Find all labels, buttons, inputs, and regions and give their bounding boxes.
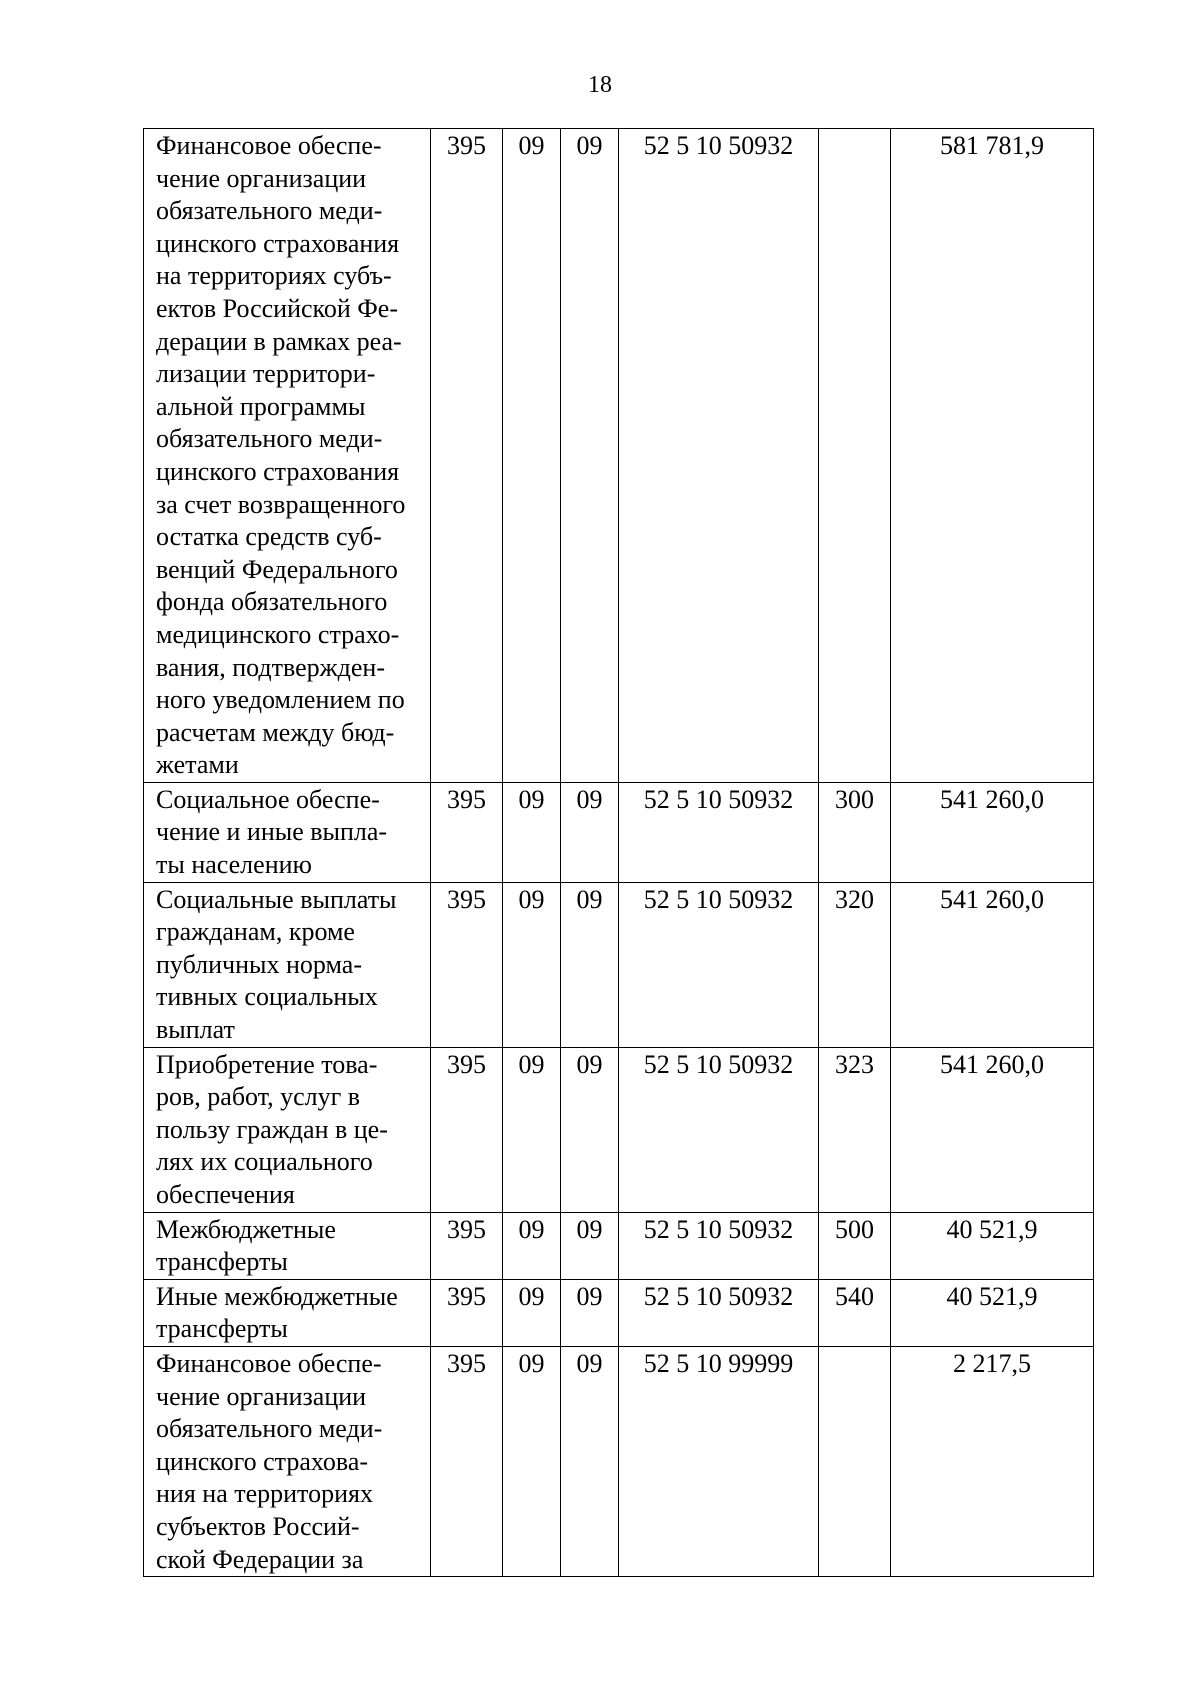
- description-line: за счет возвращенного: [156, 489, 406, 519]
- description-line: венций Федерального: [156, 554, 398, 584]
- description-line: обязательного меди-: [156, 424, 383, 454]
- description-line: фонда обязательного: [156, 587, 388, 617]
- description-cell: [144, 782, 431, 882]
- subsection-cell: 09: [561, 882, 619, 1047]
- description-line: Социальное обеспе-: [156, 784, 380, 814]
- table-row: [144, 1212, 1094, 1279]
- expense-type-cell: 323: [819, 1047, 891, 1212]
- page-number: 18: [588, 72, 612, 98]
- amount-cell: 541 260,0: [891, 1047, 1094, 1212]
- expense-type-cell: [819, 129, 891, 783]
- description-line: ния на территориях: [156, 1479, 373, 1509]
- target-article-cell: 52 5 10 50932: [619, 1047, 819, 1212]
- subsection-cell: 09: [561, 1346, 619, 1576]
- description-line: Иные межбюджетные: [156, 1281, 398, 1311]
- description-line: трансферты: [156, 1314, 288, 1344]
- description-cell: [144, 129, 431, 783]
- expense-type-cell: 320: [819, 882, 891, 1047]
- description-line: медицинского страхо-: [156, 619, 400, 649]
- section-cell: 09: [503, 129, 561, 783]
- description-line: обязательного меди-: [156, 196, 383, 226]
- description-line: расчетам между бюд-: [156, 717, 395, 747]
- target-article-cell: 52 5 10 50932: [619, 882, 819, 1047]
- description-line: лизации территори-: [156, 359, 376, 389]
- description-line: ного уведомлением по: [156, 685, 405, 715]
- subsection-cell: 09: [561, 1212, 619, 1279]
- subsection-cell: 09: [561, 129, 619, 783]
- section-cell: 09: [503, 1212, 561, 1279]
- target-article-cell: 52 5 10 50932: [619, 1212, 819, 1279]
- description-line: трансферты: [156, 1247, 288, 1277]
- description-line: пользу граждан в це-: [156, 1114, 388, 1144]
- description-line: публичных норма-: [156, 949, 362, 979]
- grbs-cell: 395: [431, 1047, 503, 1212]
- section-cell: 09: [503, 1346, 561, 1576]
- table-row: [144, 782, 1094, 882]
- description-line: чение организации: [156, 1381, 367, 1411]
- subsection-cell: 09: [561, 1047, 619, 1212]
- description-cell: [144, 1279, 431, 1346]
- description-line: выплат: [156, 1015, 235, 1045]
- table-row: [144, 1279, 1094, 1346]
- budget-table: [143, 128, 1094, 1577]
- grbs-cell: 395: [431, 1346, 503, 1576]
- target-article-cell: 52 5 10 50932: [619, 129, 819, 783]
- description-line: чение и иные выпла-: [156, 817, 388, 847]
- expense-type-cell: 540: [819, 1279, 891, 1346]
- description-line: чение организации: [156, 163, 367, 193]
- description-line: ров, работ, услуг в: [156, 1082, 361, 1112]
- description-line: вания, подтвержден-: [156, 652, 385, 682]
- description-line: цинского страхова-: [156, 1446, 369, 1476]
- description-line: гражданам, кроме: [156, 917, 355, 947]
- description-line: на территориях субъ-: [156, 261, 392, 291]
- table-row: [144, 882, 1094, 1047]
- table-row: [144, 1047, 1094, 1212]
- target-article-cell: 52 5 10 50932: [619, 1279, 819, 1346]
- subsection-cell: 09: [561, 1279, 619, 1346]
- description-line: тивных социальных: [156, 982, 378, 1012]
- expense-type-cell: 500: [819, 1212, 891, 1279]
- grbs-cell: 395: [431, 1212, 503, 1279]
- subsection-cell: 09: [561, 782, 619, 882]
- description-line: Приобретение това-: [156, 1049, 378, 1079]
- amount-cell: 541 260,0: [891, 782, 1094, 882]
- description-line: Межбюджетные: [156, 1214, 336, 1244]
- grbs-cell: 395: [431, 782, 503, 882]
- expense-type-cell: 300: [819, 782, 891, 882]
- description-line: жетами: [156, 750, 239, 780]
- description-line: лях их социального: [156, 1147, 373, 1177]
- amount-cell: 2 217,5: [891, 1346, 1094, 1576]
- description-cell: [144, 1047, 431, 1212]
- description-line: ской Федерации за: [156, 1544, 364, 1574]
- section-cell: 09: [503, 882, 561, 1047]
- target-article-cell: 52 5 10 99999: [619, 1346, 819, 1576]
- description-line: Финансовое обеспе-: [156, 1348, 382, 1378]
- amount-cell: 581 781,9: [891, 129, 1094, 783]
- description-line: ты населению: [156, 850, 312, 880]
- expense-type-cell: [819, 1346, 891, 1576]
- description-line: ектов Российской Фе-: [156, 293, 398, 323]
- description-line: Финансовое обеспе-: [156, 131, 382, 160]
- table-row: [144, 129, 1094, 783]
- section-cell: 09: [503, 1047, 561, 1212]
- description-cell: [144, 882, 431, 1047]
- description-line: дерации в рамках реа-: [156, 326, 402, 356]
- grbs-cell: 395: [431, 129, 503, 783]
- table-body: [144, 129, 1094, 1577]
- section-cell: 09: [503, 782, 561, 882]
- description-line: субъектов Россий-: [156, 1511, 360, 1541]
- description-line: обеспечения: [156, 1180, 295, 1209]
- description-line: остатка средств суб-: [156, 522, 382, 552]
- description-cell: [144, 1346, 431, 1576]
- section-cell: 09: [503, 1279, 561, 1346]
- description-line: Социальные выплаты: [156, 884, 397, 914]
- description-cell: [144, 1212, 431, 1279]
- description-line: альной программы: [156, 391, 366, 421]
- amount-cell: 40 521,9: [891, 1212, 1094, 1279]
- table-row: [144, 1346, 1094, 1576]
- amount-cell: 40 521,9: [891, 1279, 1094, 1346]
- grbs-cell: 395: [431, 882, 503, 1047]
- target-article-cell: 52 5 10 50932: [619, 782, 819, 882]
- description-line: цинского страхования: [156, 228, 400, 258]
- description-line: обязательного меди-: [156, 1414, 383, 1444]
- amount-cell: 541 260,0: [891, 882, 1094, 1047]
- description-line: цинского страхования: [156, 456, 400, 486]
- grbs-cell: 395: [431, 1279, 503, 1346]
